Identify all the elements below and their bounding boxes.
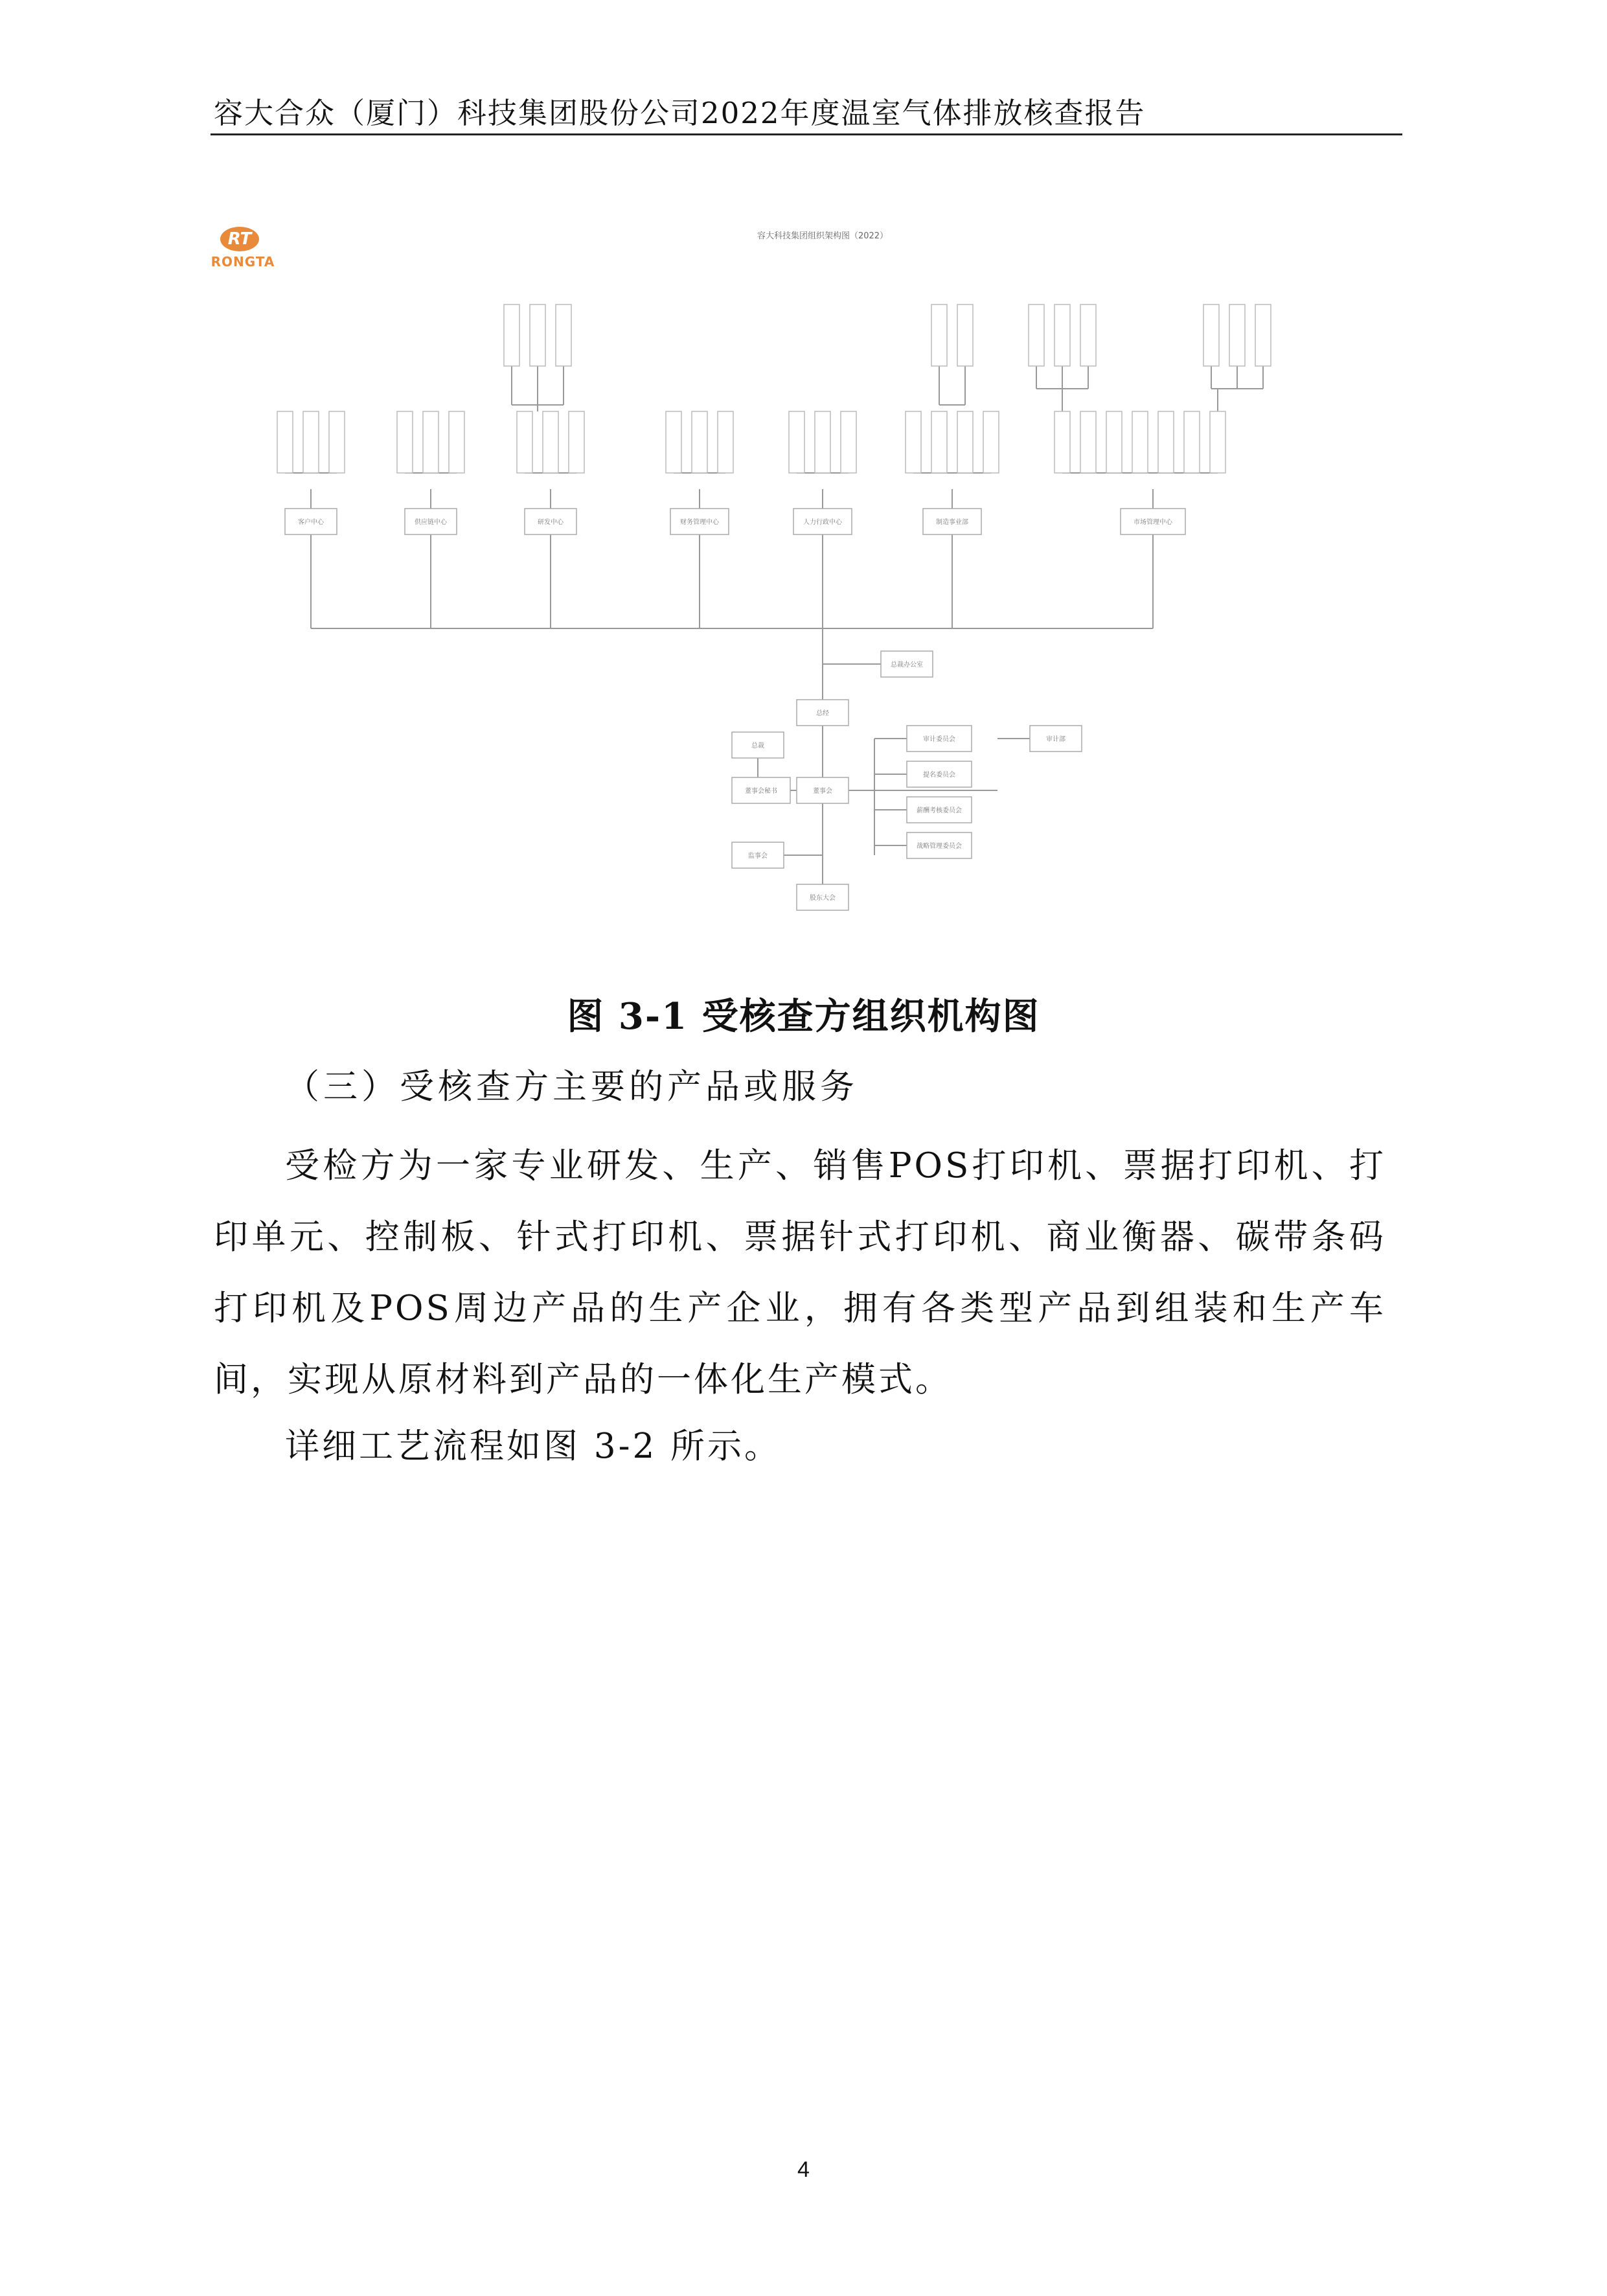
center-label: 市场管理中心 [1134, 519, 1172, 526]
center-label: 研发中心 [538, 519, 564, 526]
org-chart-title: 容大科技集团组织架构图（2022） [757, 231, 889, 241]
body-paragraph: 受检方为一家专业研发、生产、销售POS打印机、票据打印机、打印单元、控制板、针式打印机、票据针式打印机、商业衡器、碳带条码打印机及POS周边产品的生产企业，拥有各类型产品到组装和生产车间，实现从原材料到产品的一体化生产模式。 [214, 1146, 1386, 1399]
running-header: 容大合众（厦门）科技集团股份公司2022年度温室气体排放核查报告 [214, 96, 1146, 130]
committee-label: 提名委员会 [923, 772, 955, 779]
gm-office-label: 总裁办公室 [891, 661, 923, 669]
board-secretary-label: 董事会秘书 [745, 788, 777, 795]
audit-dept-label: 审计部 [1046, 736, 1066, 743]
center-label: 财务管理中心 [680, 519, 719, 526]
center-label: 客户中心 [298, 519, 324, 526]
committee-label: 薪酬考核委员会 [917, 807, 962, 814]
committee-label: 战略管理委员会 [917, 843, 962, 850]
shareholders-label: 股东大会 [810, 895, 836, 902]
center-label: 人力行政中心 [803, 519, 842, 526]
ceo-label: 总经 [816, 710, 829, 717]
org-chart-figure [194, 207, 1412, 946]
general-manager-label: 总裁 [751, 742, 764, 750]
board-label: 董事会 [813, 788, 832, 795]
section-heading: （三）受核查方主要的产品或服务 [285, 1067, 858, 1107]
body-paragraph-2: 详细工艺流程如图 3-2 所示。 [285, 1427, 782, 1466]
center-label: 供应链中心 [415, 519, 447, 526]
audit-committee-label: 审计委员会 [923, 736, 955, 743]
center-label: 制造事业部 [936, 519, 968, 526]
logo-mark: RT [220, 227, 259, 251]
page-number: 4 [797, 2157, 810, 2182]
logo-text: RONGTA [211, 254, 275, 270]
org-chart-svg [194, 207, 1412, 946]
supervisors-label: 监事会 [748, 853, 768, 860]
figure-caption: 图 3-1 受核查方组织机构图 [567, 995, 1040, 1038]
header-rule [211, 133, 1402, 135]
